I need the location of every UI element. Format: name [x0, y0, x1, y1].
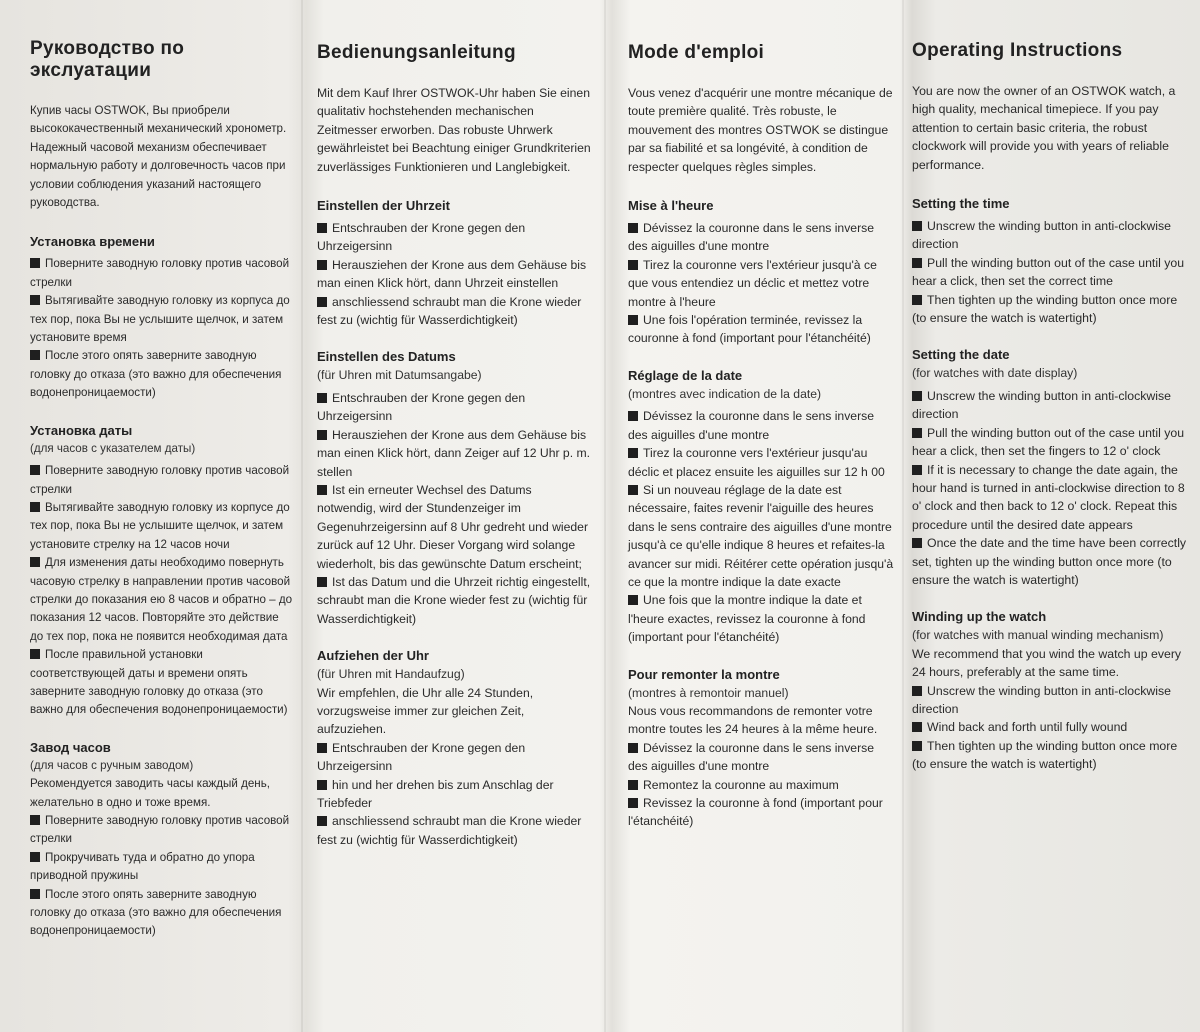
square-bullet-icon: [30, 258, 40, 268]
intro-text: Vous venez d'acquérir une montre mécanique de toute première qualité. Très robuste, le mouvement des montres OSTWOK se distingue par sa fiabilité et sa longévité, à condition de respecter quelques règles simples.: [628, 86, 893, 174]
column-title: Mode d'emploi: [628, 42, 765, 63]
section-heading: Завод часов: [30, 739, 111, 755]
list-item: Вытягивайте заводную головку из корпуса до тех пор, пока Вы не услышите щелчок, и затем установите время: [30, 294, 290, 345]
section-subtitle: (montres à remontoir manuel): [628, 685, 789, 700]
square-bullet-icon: [628, 595, 638, 605]
section-time: [912, 194, 1194, 327]
list-item: Unscrew the winding button in anti-clockwise direction: [912, 388, 1172, 422]
square-bullet-icon: [317, 577, 327, 587]
square-bullet-icon: [317, 393, 327, 403]
list-item: Then tighten up the winding button once more (to ensure the watch is watertight): [912, 292, 1178, 326]
section-note: We recommend that you wind the watch up every 24 hours, preferably at the same time.: [912, 646, 1182, 680]
column-english: [904, 0, 1200, 1032]
square-bullet-icon: [912, 258, 922, 268]
list-item: If it is necessary to change the date again, the hour hand is turned in anti-clockwise direction to 8 o' clock and then back to 12 o' clock. Repeat this procedure until the desired date appears: [912, 462, 1185, 532]
list-item: Прокручивать туда и обратно до упора приводной пружины: [30, 850, 255, 883]
section-time: [628, 196, 894, 348]
list-item: После этого опять заверните заводную головку до отказа (это важно для обеспечения водонепроницаемости): [30, 349, 282, 400]
section-subtitle: (для часов с указателем даты): [30, 441, 196, 455]
list-item: hin und her drehen bis zum Anschlag der Triebfeder: [317, 777, 554, 810]
section-heading: Установка времени: [30, 234, 155, 250]
list-item: Une fois l'opération terminée, revissez la couronne à fond (important pour l'étanchéité): [628, 313, 871, 346]
list-item: Для изменения даты необходимо повернуть часовую стрелку в направлении против часовой стрелки до показания ею 8 часов и обратно – до показания 12 часов. Повторяйте это действие до тех пор, пока не появится необходимая дата: [30, 556, 293, 643]
list-item: Поверните заводную головку против часовой стрелки: [30, 464, 290, 496]
section-note: Wir empfehlen, die Uhr alle 24 Stunden, vorzugsweise immer zur gleichen Zeit, aufzuziehen.: [317, 685, 534, 737]
square-bullet-icon: [628, 315, 638, 325]
section-subtitle: (для часов с ручным заводом): [30, 758, 194, 772]
section-subtitle: (für Uhren mit Datumsangabe): [317, 368, 482, 383]
column-title: Bedienungsanleitung: [317, 42, 516, 63]
section-heading: Winding up the watch: [912, 609, 1047, 625]
section-heading: Réglage de la date: [628, 367, 743, 383]
section-heading: Установка даты: [30, 422, 133, 438]
list-item: Herausziehen der Krone aus dem Gehäuse bis man einen Klick hört, dann Uhrzeit einstellen: [317, 257, 587, 291]
section-winding: [30, 738, 295, 941]
section-winding: [628, 665, 894, 831]
column-title: Руководство по экслуатации: [30, 38, 185, 81]
section-heading: Pour remonter la montre: [628, 666, 780, 682]
square-bullet-icon: [317, 485, 327, 495]
square-bullet-icon: [30, 649, 40, 659]
section-date: [30, 421, 295, 720]
square-bullet-icon: [912, 428, 922, 438]
square-bullet-icon: [912, 391, 922, 401]
list-item: Вытягивайте заводную головку из корпусе до тех пор, пока Вы не услышите щелчок, и затем установите стрелку на 12 часов ночи: [30, 500, 290, 551]
list-item: Поверните заводную головку против часовой стрелки: [30, 814, 290, 846]
square-bullet-icon: [317, 816, 327, 826]
square-bullet-icon: [30, 852, 40, 862]
list-item: Remontez la couronne au maximum: [628, 776, 894, 794]
list-item: Pull the winding button out of the case until you hear a click, then set the fingers to 12 o' clock: [912, 425, 1185, 459]
section-date: [628, 366, 894, 647]
list-item: Revissez la couronne à fond (important pour l'étanchéité): [628, 796, 883, 829]
list-item: Ist das Datum und die Uhrzeit richtig eingestellt, schraubt man die Krone wieder fest zu (wichtig für Wasserdichtigkeit): [317, 574, 591, 626]
list-item: Entschrauben der Krone gegen den Uhrzeigersinn: [317, 221, 526, 254]
square-bullet-icon: [628, 780, 638, 790]
square-bullet-icon: [30, 502, 40, 512]
section-heading: Setting the time: [912, 196, 1010, 212]
square-bullet-icon: [628, 411, 638, 421]
list-item: После этого опять заверните заводную головку до отказа (это важно для обеспечения водонепроницаемости): [30, 887, 282, 938]
square-bullet-icon: [912, 538, 922, 548]
list-item: После правильной установки соответствующей даты и времени опять заверните заводную головку до отказа (это важно для обеспечения водонепроницаемости): [30, 648, 288, 717]
list-item: Dévissez la couronne dans le sens inverse des aiguilles d'une montre: [628, 740, 875, 774]
square-bullet-icon: [317, 297, 327, 307]
list-item: Pull the winding button out of the case until you hear a click, then set the correct time: [912, 255, 1185, 289]
list-item: Once the date and the time have been correctly set, tighten up the winding button once more (to ensure the watch is watertight): [912, 536, 1187, 587]
section-heading: Mise à l'heure: [628, 198, 714, 214]
list-item: Entschrauben der Krone gegen den Uhrzeigersinn: [317, 390, 526, 424]
square-bullet-icon: [912, 221, 922, 231]
square-bullet-icon: [912, 741, 922, 751]
list-item: Wind back and forth until fully wound: [912, 718, 1194, 736]
intro-text: Купив часы OSTWOK, Вы приобрели высококачественный механический хронометр. Надежный часовой механизм обеспечивает нормальную работу и долговечность часов при условии соблюдения указаний настоящего руководства.: [30, 104, 287, 210]
square-bullet-icon: [912, 686, 922, 696]
list-item: Unscrew the winding button in anti-clockwise direction: [912, 219, 1172, 252]
intro-text: You are now the owner of an OSTWOK watch, a high quality, mechanical timepiece. If you pay attention to certain basic criteria, the robust clockwork will provide you with years of reliable performance.: [912, 84, 1176, 172]
list-item: Si un nouveau réglage de la date est nécessaire, faites revenir l'aiguille des heures dans le sens contraire des aiguilles d'une montre jusqu'à ce qu'elle indique 8 heures et refaites-la avancer sur midi. Réitérer cette opération jusqu'à ce que la montre indique la date exacte: [628, 482, 894, 589]
square-bullet-icon: [30, 557, 40, 567]
section-time: [317, 196, 592, 329]
square-bullet-icon: [628, 260, 638, 270]
section-date: [317, 347, 592, 628]
section-subtitle: (für Uhren mit Handaufzug): [317, 667, 465, 682]
section-time: [30, 232, 295, 402]
square-bullet-icon: [912, 465, 922, 475]
square-bullet-icon: [628, 223, 638, 233]
list-item: Tirez la couronne vers l'extérieur jusqu'au déclic et placez ensuite les aiguilles sur 12 h 00: [628, 446, 885, 479]
section-winding: [912, 607, 1194, 773]
list-item: Tirez la couronne vers l'extérieur jusqu'à ce que vous entendiez un déclic et mettez votre montre à l'heure: [628, 257, 877, 309]
square-bullet-icon: [317, 260, 327, 270]
list-item: Dévissez la couronne dans le sens inverse des aiguilles d'une montre: [628, 409, 875, 442]
list-item: Une fois que la montre indique la date et l'heure exactes, revissez la couronne à fond (important pour l'étanchéité): [628, 593, 866, 645]
section-date: [912, 345, 1194, 589]
square-bullet-icon: [317, 430, 327, 440]
list-item: Ist ein erneuter Wechsel des Datums notwendig, wird der Stundenzeiger im Gegenuhrzeigersinn auf 8 Uhr gedreht und wieder zurück auf 12 Uhr. Dieser Vorgang wird solange wiederholt, bis das gewünschte Datum erscheint;: [317, 482, 589, 571]
square-bullet-icon: [628, 798, 638, 808]
square-bullet-icon: [912, 722, 922, 732]
section-subtitle: (for watches with manual winding mechanism): [912, 628, 1164, 643]
column-french: [606, 0, 904, 1032]
section-heading: Setting the date: [912, 347, 1010, 363]
section-subtitle: (montres avec indication de la date): [628, 386, 822, 401]
square-bullet-icon: [317, 743, 327, 753]
square-bullet-icon: [317, 780, 327, 790]
square-bullet-icon: [628, 485, 638, 495]
list-item: anschliessend schraubt man die Krone wieder fest zu (wichtig für Wasserdichtigkeit): [317, 814, 582, 847]
list-item: Unscrew the winding button in anti-clockwise direction: [912, 683, 1172, 716]
column-title: Operating Instructions: [912, 40, 1123, 61]
list-item: Entschrauben der Krone gegen den Uhrzeigersinn: [317, 740, 526, 774]
section-note: Nous vous recommandons de remonter votre montre toutes les 24 heures à la même heure.: [628, 703, 878, 737]
column-russian: [0, 0, 303, 1032]
square-bullet-icon: [30, 295, 40, 305]
square-bullet-icon: [30, 465, 40, 475]
square-bullet-icon: [628, 743, 638, 753]
section-heading: Aufziehen der Uhr: [317, 648, 429, 664]
section-heading: Einstellen des Datums: [317, 349, 456, 365]
list-item: Then tighten up the winding button once more (to ensure the watch is watertight): [912, 738, 1178, 772]
square-bullet-icon: [628, 448, 638, 458]
section-subtitle: (for watches with date display): [912, 366, 1078, 381]
square-bullet-icon: [317, 223, 327, 233]
list-item: anschliessend schraubt man die Krone wieder fest zu (wichtig für Wasserdichtigkeit): [317, 294, 582, 328]
square-bullet-icon: [30, 889, 40, 899]
intro-text: Mit dem Kauf Ihrer OSTWOK-Uhr haben Sie einen qualitativ hochstehenden mechanischen Zeitmesser erworben. Das robuste Uhrwerk gewährleistet bei Beachtung einiger Grundkriterien zuverlässiges Funktionieren und Langlebigkeit.: [317, 86, 591, 174]
list-item: Herausziehen der Krone aus dem Gehäuse bis man einen Klick hört, dann Zeiger auf 12 Uhr p. m. stellen: [317, 427, 591, 479]
section-heading: Einstellen der Uhrzeit: [317, 198, 450, 214]
list-item: Dévissez la couronne dans le sens inverse des aiguilles d'une montre: [628, 221, 875, 254]
square-bullet-icon: [912, 295, 922, 305]
section-note: Рекомендуется заводить часы каждый день, желательно в одно и тоже время.: [30, 777, 270, 809]
square-bullet-icon: [30, 815, 40, 825]
column-german: [303, 0, 606, 1032]
square-bullet-icon: [30, 350, 40, 360]
list-item: Поверните заводную головку против часовой стрелки: [30, 257, 290, 289]
section-winding: [317, 646, 592, 849]
